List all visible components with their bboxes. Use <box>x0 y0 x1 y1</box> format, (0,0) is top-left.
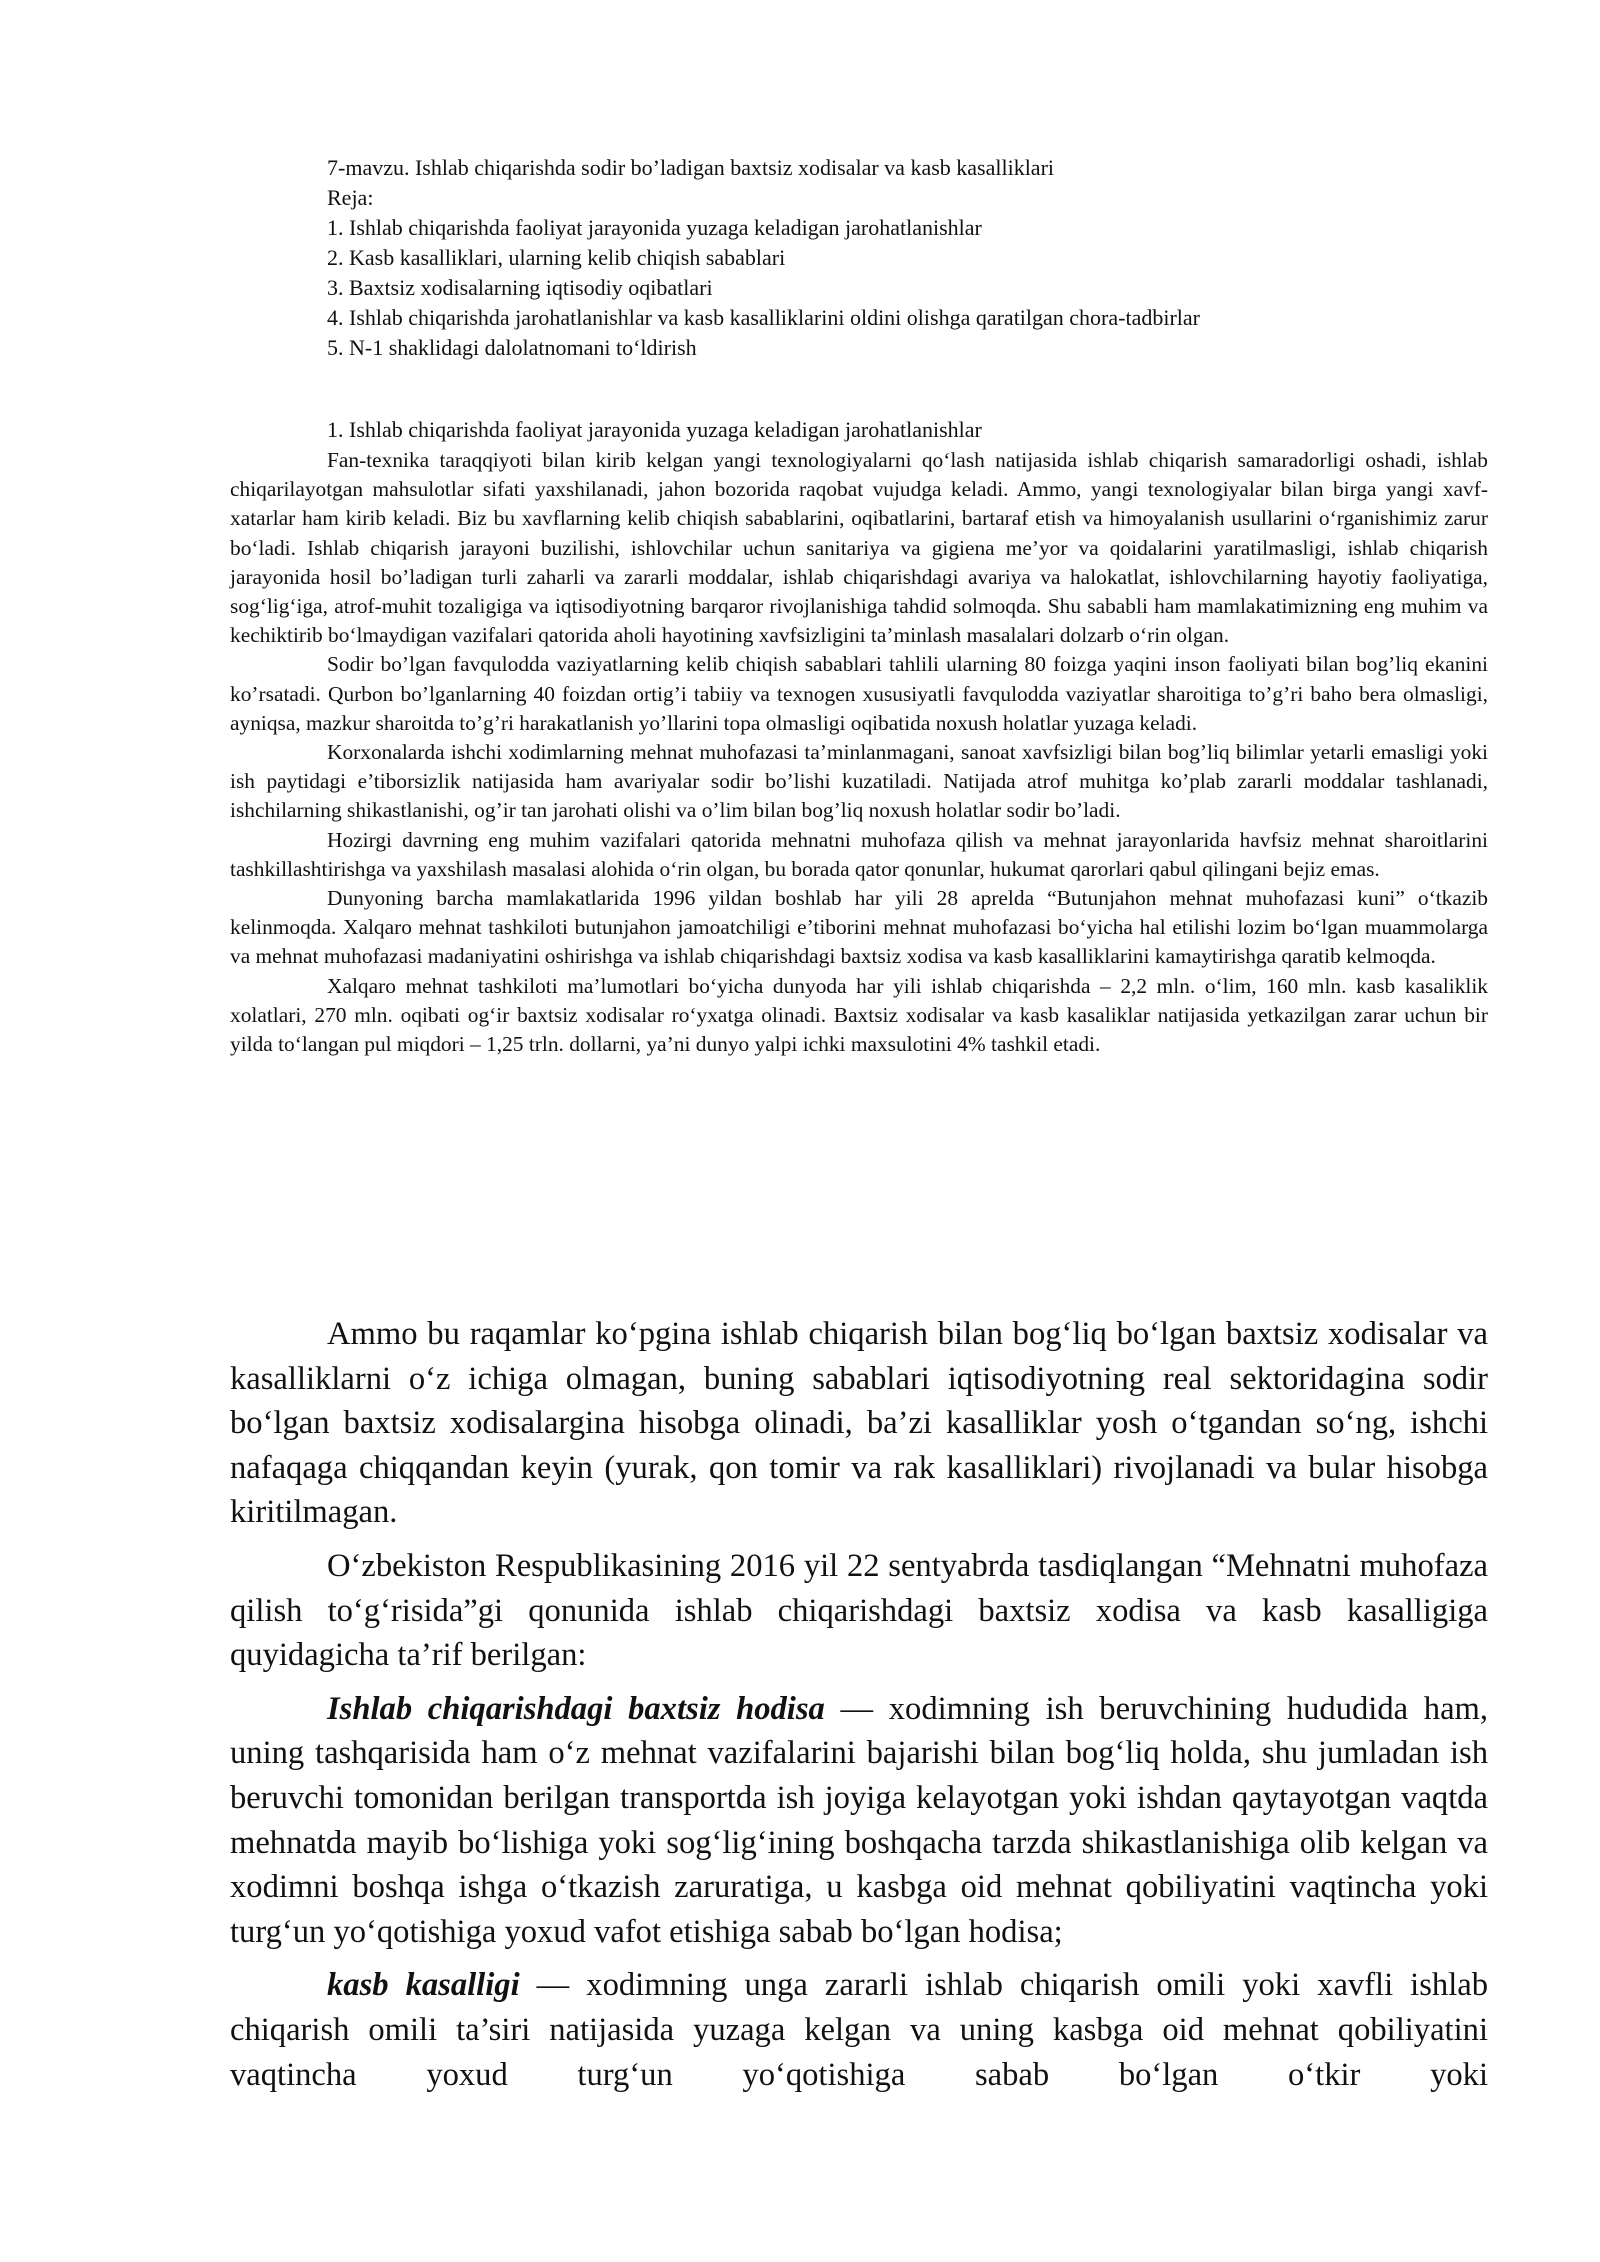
topic-header <box>327 153 1487 363</box>
plan-item-3: 3. Baxtsiz xodisalarning iqtisodiy oqibatlari <box>327 275 713 300</box>
definition-accident <box>230 1687 1488 1955</box>
plan-label: Reja: <box>327 185 374 210</box>
plan-item-2: 2. Kasb kasalliklari, ularning kelib chiqish sabablari <box>327 245 786 270</box>
large-paragraph-1: Ammo bu raqamlar ko‘pgina ishlab chiqarish bilan bog‘liq bo‘lgan baxtsiz xodisalar va kasalliklarni o‘z ichiga olmagan, buning sabablari iqtisodiyotning real sektoridagina sodir bo‘lgan baxtsiz xodisalargina hisobga olinadi, ba’zi kasalliklar yosh o‘tgandan so‘ng, ishchi nafaqaga chiqqandan keyin (yurak, qon tomir va rak kasalliklari) rivojlanadi va bular hisobga kiritilmagan. <box>230 1316 1488 1531</box>
plan-item-5: 5. N-1 shaklidagi dalolatnomani to‘ldirish <box>327 335 697 360</box>
plan-item-4: 4. Ishlab chiqarishda jarohatlanishlar va kasb kasalliklarini oldini olishga qaratilgan chora-tadbirlar <box>327 305 1200 330</box>
definition-disease-term: kasb kasalligi <box>327 1967 520 2004</box>
paragraph-6: Xalqaro mehnat tashkiloti ma’lumotlari bo‘yicha dunyoda har yili ishlab chiqarishda – 2,2 mln. o‘lim, 160 mln. kasb kasaliklik xolatlari, 270 mln. oqibati og‘ir baxtsiz xodisalar ro‘yxatga olinadi. Baxtsiz xodisalar va kasb kasaliklar natijasida yetkazilgan zarar uchun bir yilda to‘langan pul miqdori – 1,25 trln. dollarni, ya’ni dunyo yalpi ichki maxsulotini 4% tashkil etadi. <box>230 973 1488 1057</box>
section-heading: 1. Ishlab chiqarishda faoliyat jarayonida yuzaga keladigan jarohatlanishlar <box>327 417 982 442</box>
topic-title: 7-mavzu. Ishlab chiqarishda sodir bo’ladigan baxtsiz xodisalar va kasb kasalliklari <box>327 155 1055 180</box>
definition-accident-text: — xodimning ish beruvchining hududida ham, uning tashqarisida ham o‘z mehnat vazifalarini bajarishi bilan bog‘liq holda, shu jumladan ish beruvchi tomonidan berilgan transportda ish joyiga kelayotgan yoki ishdan qaytayotgan vaqtda mehnatda mayib bo‘lishiga yoki sog‘lig‘ining boshqacha tarzda shikastlanishiga olib kelgan va xodimni boshqa ishga o‘tkazish zaruratiga, u kasbga oid mehnat qobiliyatini vaqtincha yoki turg‘un yo‘qotishiga yoxud vafot etishiga sabab bo‘lgan hodisa; <box>230 1690 1489 1950</box>
plan-item-1: 1. Ishlab chiqarishda faoliyat jarayonida yuzaga keladigan jarohatlanishlar <box>327 215 982 240</box>
paragraph-4: Hozirgi davrning eng muhim vazifalari qatorida mehnatni muhofaza qilish va mehnat jarayonlarida havfsiz mehnat sharoitlarini tashkillashtirishga va yaxshilash masalasi alohida o‘rin olgan, bu borada qator qonunlar, hukumat qarorlari qabul qilingani bejiz emas. <box>230 827 1488 881</box>
paragraph-5: Dunyoning barcha mamlakatlarida 1996 yildan boshlab har yili 28 aprelda “Butunjahon mehnat muhofazasi kuni” o‘tkazib kelinmoqda. Xalqaro mehnat tashkiloti butunjahon jamoatchiligi e’tiborini mehnat muhofazasi bo‘yicha hal etilishi lozim bo‘lgan muammolarga va mehnat muhofazasi madaniyatini oshirishga va ishlab chiqarishdagi baxtsiz xodisa va kasb kasalliklarini kamaytirishga qaratib kelmoqda. <box>230 886 1488 969</box>
definition-occupational-disease <box>230 1963 1488 2097</box>
section-body <box>230 446 1488 1059</box>
definition-accident-term: Ishlab chiqarishdagi baxtsiz hodisa <box>327 1690 825 1727</box>
paragraph-3: Korxonalarda ishchi xodimlarning mehnat muhofazasi ta’minlanmagani, sanoat xavfsizligi bilan bog’liq bilimlar yetarli emasligi yoki ish paytidagi e’tiborsizlik natijasida ham avariyalar sodir bo’lishi kuzatiladi. Natijada atrof muhitga ko’plab zararli moddalar tashlanadi, ishchilarning shikastlanishi, og’ir tan jarohati olishi va o’lim bilan bog’liq noxush holatlar sodir bo’ladi. <box>230 740 1488 823</box>
large-paragraph-2: O‘zbekiston Respublikasining 2016 yil 22 sentyabrda tasdiqlangan “Mehnatni muhofaza qilish to‘g‘risida”gi qonunida ishlab chiqarishdagi baxtsiz xodisa va kasb kasalligiga quyidagicha ta’rif berilgan: <box>230 1547 1488 1674</box>
paragraph-1: Fan-texnika taraqqiyoti bilan kirib kelgan yangi texnologiyalarni qo‘lash natijasida ishlab chiqarish samaradorligi oshadi, ishlab chiqarilayotgan mahsulotlar sifati yaxshilanadi, jahon bozorida raqobat vujudga keladi. Ammo, yangi texnologiyalar bilan birga yangi xavf-xatarlar ham kirib keladi. Biz bu xavflarning kelib chiqish sabablarini, oqibatlarini, bartaraf etish va himoyalanish usullarini o‘rganishimiz zarur bo‘ladi. Ishlab chiqarish jarayoni buzilishi, ishlovchilar uchun sanitariya va gigiena me’yor va qoidalarini yaratilmasligi, ishlab chiqarish jarayonida hosil bo’ladigan turli zaharli va zararli moddalar, ishlab chiqarishdagi avariya va halokatlat, ishlovchilarning hayotiy faoliyatiga, sog‘lig‘iga, atrof-muhit tozaligiga va iqtisodiyotning barqaror rivojlanishiga tahdid solmoqda. Shu sababli ham mamlakatimizning eng muhim va kechiktirib bo‘lmaydigan vazifalari qatorida aholi hayotining xavfsizligini ta’minlash masalalari dolzarb o‘rin olgan. <box>230 448 1488 648</box>
definition-disease-text: — xodimning unga zararli ishlab chiqarish omili yoki xavfli ishlab chiqarish omili ta’siri natijasida yuzaga kelgan va uning kasbga oid mehnat qobiliyatini vaqtincha yoxud turg‘un yo‘qotishiga sabab bo‘lgan o‘tkir yoki <box>230 1967 1488 2093</box>
large-text-body <box>230 1312 1488 2106</box>
paragraph-2: Sodir bo’lgan favqulodda vaziyatlarning kelib chiqish sabablari tahlili ularning 80 foizga yaqini inson faoliyati bilan bog’liq ekanini ko’rsatadi. Qurbon bo’lganlarning 40 foizdan ortig’i tabiiy va texnogen xususiyatli favqulodda vaziyatlar sharoitiga to’g’ri baho bera olmasligi, ayniqsa, mazkur sharoitda to’g’ri harakatlanish yo’llarini topa olmasligi oqibatida noxush holatlar yuzaga keladi. <box>230 652 1488 735</box>
